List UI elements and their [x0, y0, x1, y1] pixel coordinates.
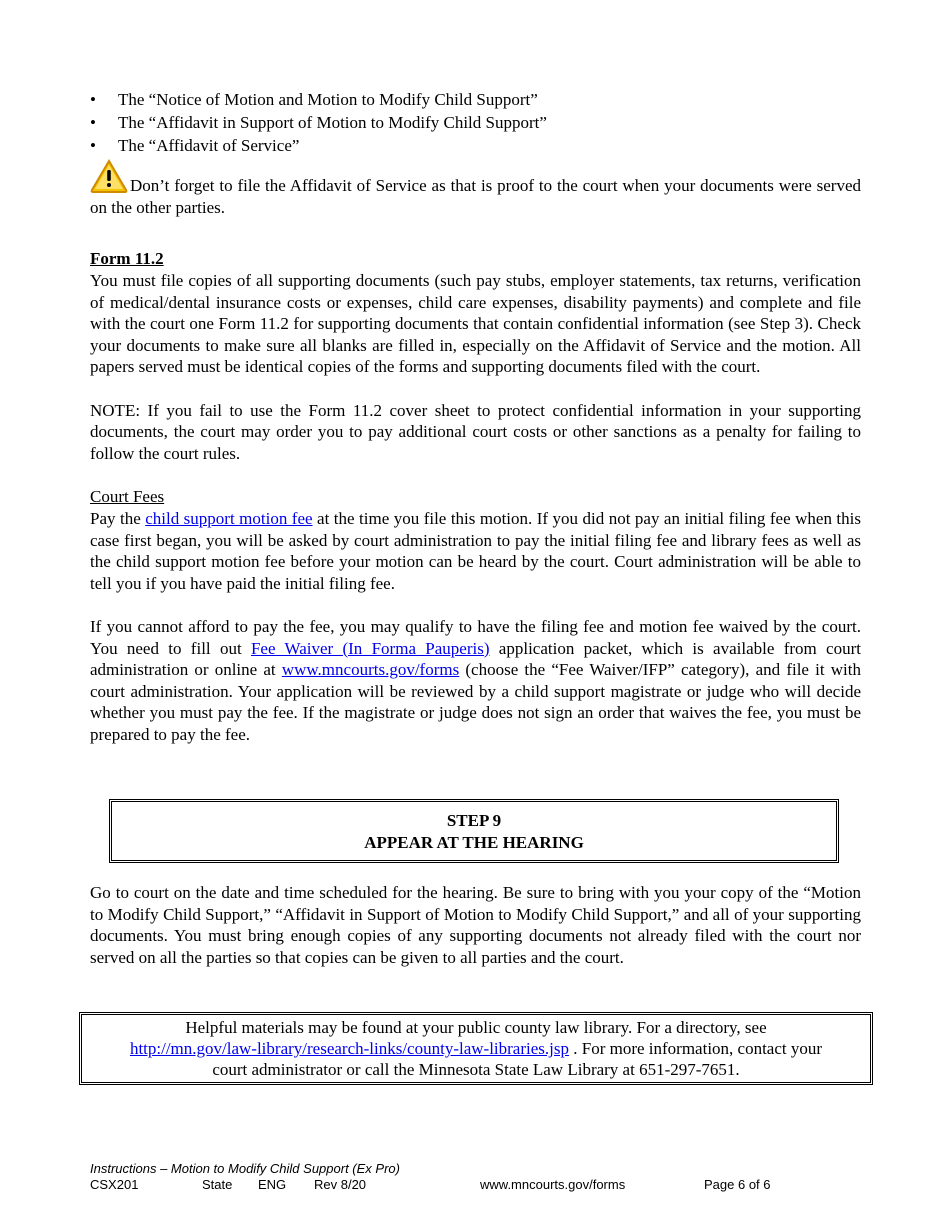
footer-language: ENG	[258, 1177, 287, 1192]
step-number: STEP 9	[446, 811, 502, 830]
document-page	[90, 88, 861, 745]
note-paragraph: NOTE: If you fail to use the Form 11.2 cover sheet to protect confidential information in your supporting documents, the court may order you to pay additional court costs or other sanctions as a penalty for failing to follow the court rules.	[90, 400, 861, 463]
county-law-libraries-link[interactable]: http://mn.gov/law-library/research-links/county-law-libraries.jsp	[129, 1039, 569, 1058]
helpful-materials-box	[79, 1012, 873, 1085]
warning-paragraph: Don’t forget to file the Affidavit of Service as that is proof to the court when your documents were served on the other parties.	[90, 159, 861, 218]
court-fees-heading: Court Fees	[90, 487, 165, 506]
footer-revision: Rev 8/20	[314, 1177, 367, 1192]
bullet: •	[90, 136, 96, 155]
help-line-1: Helpful materials may be found at your public county law library. For a directory, see	[185, 1018, 767, 1037]
footer-details	[90, 1177, 771, 1193]
form-11-2-body: You must file copies of all supporting documents (such pay stubs, employer statements, tax returns, verification of medical/dental insurance costs or expenses, child care expenses, disability payments) and complete and file with the court one Form 11.2 for supporting documents that contain confidential information (see Step 3). Check your documents to make sure all blanks are filled in, especially on the Affidavit of Service and the motion. All papers served must be identical copies of the forms and supporting documents filed with the court.	[90, 271, 861, 376]
footer-website: www.mncourts.gov/forms	[480, 1177, 626, 1192]
fee-waiver-paragraph: If you cannot afford to pay the fee, you may qualify to have the filing fee and motion fee waived by the court. You need to fill out Fee Waiver (In Forma Pauperis) application packet, which is available from court administration or online at www.mncourts.gov/forms (choose the “Fee Waiver/IFP” category), and file it with court administration. Your application will be reviewed by a child support magistrate or judge who will decide whether you must pay the fee. If the magistrate or judge does not sign an order that waives the fee, you must be prepared to pay the fee.	[90, 617, 861, 744]
mncourts-forms-link[interactable]: www.mncourts.gov/forms	[281, 660, 460, 679]
list-item: • The “Affidavit of Service”	[90, 136, 300, 155]
step-title: APPEAR AT THE HEARING	[364, 833, 584, 852]
child-support-motion-fee-link[interactable]: child support motion fee	[145, 509, 313, 528]
bullet: •	[90, 90, 96, 109]
step-9-section	[90, 882, 861, 968]
footer-form-code: CSX201	[90, 1177, 139, 1192]
step-9-box	[109, 799, 839, 863]
fee-waiver-link[interactable]: Fee Waiver (In Forma Pauperis)	[250, 638, 490, 658]
footer-title: Instructions – Motion to Modify Child Support (Ex Pro)	[90, 1161, 400, 1176]
warning-triangle-icon	[90, 159, 128, 193]
help-line-2: http://mn.gov/law-library/research-links/county-law-libraries.jsp . For more information, contact your	[129, 1039, 823, 1058]
footer-page-number: Page 6 of 6	[704, 1177, 771, 1192]
hearing-paragraph: Go to court on the date and time scheduled for the hearing. Be sure to bring with you your copy of the “Motion to Modify Child Support,” “Affidavit in Support of Motion to Modify Child Support,” and all of your supporting documents. You must bring enough copies of any supporting documents not already filed with the court nor served on all the parties so that copies can be given to all parties and the court.	[90, 883, 861, 967]
court-fees-paragraph: Pay the child support motion fee at the time you file this motion. If you did not pay an initial filing fee when this case first began, you will be asked by court administration to pay the initial filing fee and library fees as well as the child support motion fee before your motion can be heard by the court. Court administration will be able to tell you if you have paid the initial filing fee.	[90, 509, 861, 593]
list-item: • The “Affidavit in Support of Motion to Modify Child Support”	[90, 113, 547, 132]
list-item: • The “Notice of Motion and Motion to Modify Child Support”	[90, 90, 538, 109]
help-line-3: court administrator or call the Minnesota State Law Library at 651-297-7651.	[212, 1060, 740, 1079]
bullet: •	[90, 113, 96, 132]
documents-list	[90, 88, 861, 157]
footer-jurisdiction: State	[202, 1177, 233, 1192]
form-11-2-heading: Form 11.2	[90, 249, 164, 268]
page-footer	[90, 1161, 771, 1193]
